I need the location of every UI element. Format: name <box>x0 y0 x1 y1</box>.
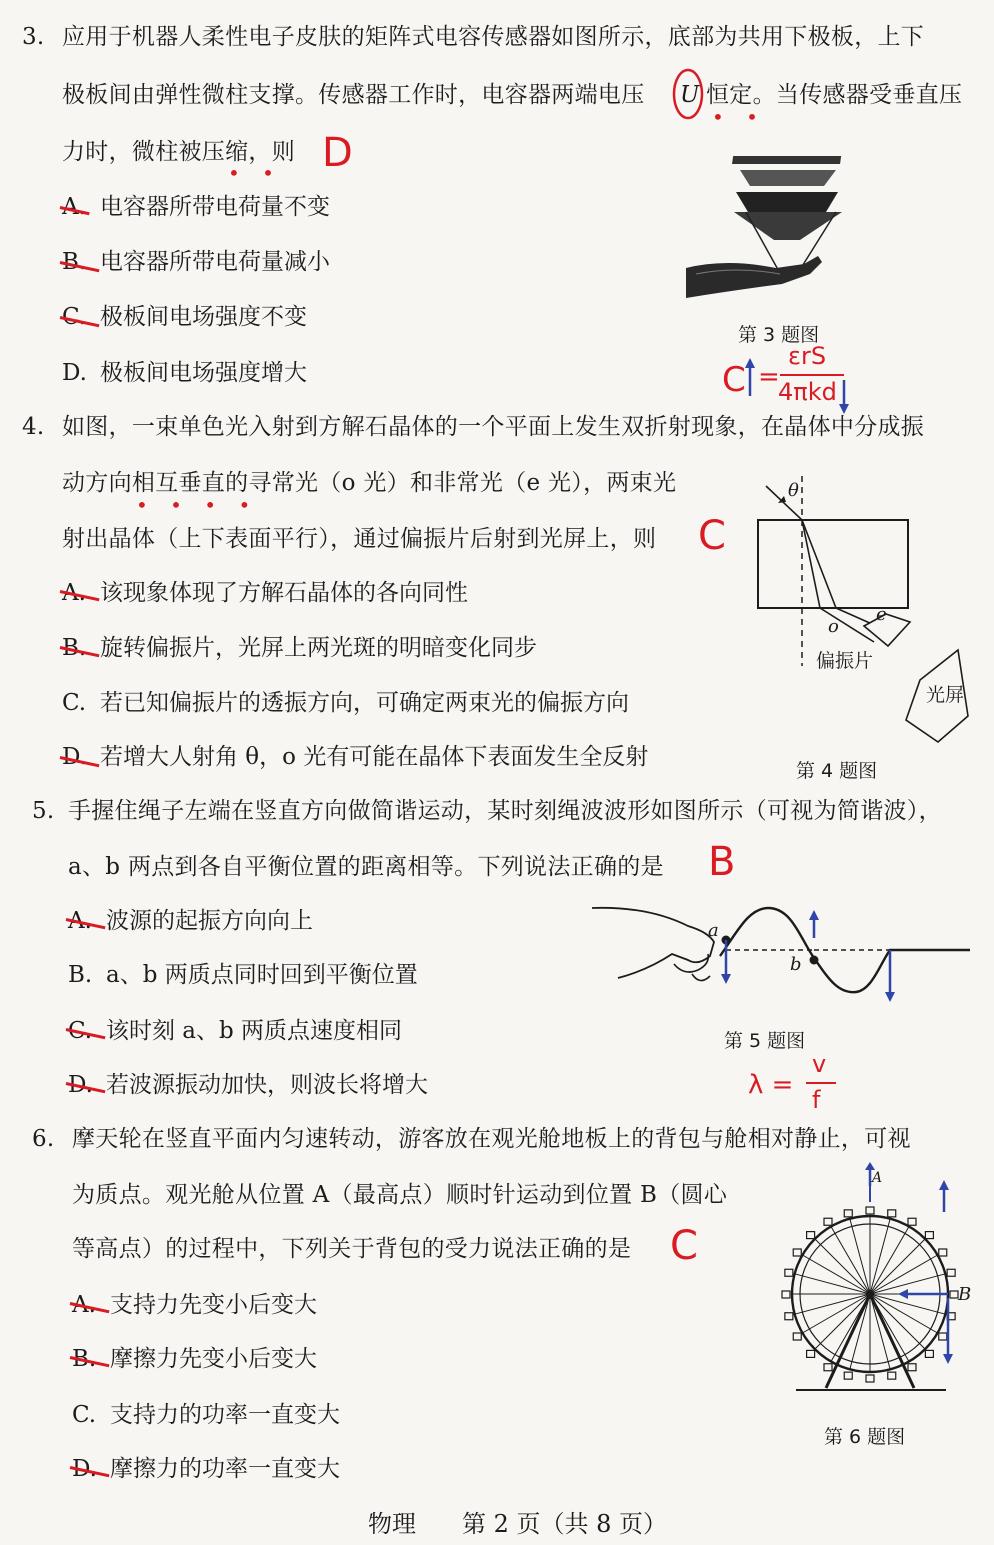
q5-option-b <box>68 960 418 990</box>
q5-label-a: a <box>708 920 719 941</box>
q6-option-d-letter: D. <box>72 1456 97 1482</box>
q5-option-d-text: 若波源振动加快，则波长将增大 <box>106 1072 428 1098</box>
q6-option-a <box>72 1290 317 1320</box>
q6-cabin <box>844 1210 852 1217</box>
q6-cabin <box>925 1350 933 1357</box>
q3-note-arrow-down <box>838 380 850 416</box>
q5-stem-line-1: 手握住绳子左端在竖直方向做简谐运动，某时刻绳波波形如图所示（可视为简谐波）， <box>68 798 942 824</box>
q6-option-a-letter: A. <box>72 1292 96 1318</box>
q6-cabin <box>908 1364 916 1371</box>
q4-label-theta: θ <box>788 480 799 501</box>
q3-option-c <box>62 302 307 332</box>
q6-cabin <box>925 1232 933 1239</box>
q6-option-b-text: 摩擦力先变小后变大 <box>110 1346 317 1372</box>
q6-cabin <box>947 1269 955 1276</box>
q3-note-denominator: 4πkd <box>778 378 837 406</box>
q4-label-e: e <box>876 604 887 625</box>
q3-voltage-symbol: U <box>680 82 700 108</box>
q3-option-d-text: 极板间电场强度增大 <box>100 360 307 386</box>
q6-cabin <box>939 1333 947 1340</box>
q4-label-screen: 光屏 <box>926 684 965 706</box>
q3-option-a <box>62 192 330 222</box>
q3-note-c: C <box>722 360 746 400</box>
q6-option-c-text: 支持力的功率一直变大 <box>110 1402 340 1428</box>
q3-stem-line-1: 应用于机器人柔性电子皮肤的矩阵式电容传感器如图所示，底部为共用下极板，上下 <box>62 24 925 50</box>
q5-label-b: b <box>790 954 802 975</box>
q6-option-b-letter: B. <box>72 1346 97 1372</box>
q6-cabin <box>908 1218 916 1225</box>
q5-option-b-letter: B. <box>68 962 93 988</box>
q6-stem-line-3: 等高点）的过程中，下列关于背包的受力说法正确的是 <box>72 1236 632 1262</box>
q3-note-equals: = <box>758 362 780 392</box>
q6-cabin <box>824 1218 832 1225</box>
q4-stem-line-3: 射出晶体（上下表面平行），通过偏振片后射到光屏上，则 <box>62 526 657 552</box>
q4-label-o: o <box>828 616 839 637</box>
q4-figure <box>756 476 986 756</box>
q5-option-c-text: 该时刻 a、b 两质点速度相同 <box>106 1018 403 1044</box>
q5-option-c-letter: C. <box>68 1018 93 1044</box>
q5-note-fraction-bar <box>806 1082 836 1084</box>
q3-note-arrow-up <box>744 358 756 398</box>
footer-subject: 物理 <box>368 1510 416 1538</box>
q6-option-d <box>72 1454 340 1484</box>
q4-option-d <box>62 742 648 772</box>
q4-option-c <box>62 688 629 718</box>
q6-cabin <box>844 1372 852 1379</box>
q3-answer-mark: D <box>322 130 353 176</box>
q5-option-c <box>68 1016 402 1046</box>
q3-option-c-letter: C. <box>62 304 87 330</box>
q6-option-c-letter: C. <box>72 1402 97 1428</box>
q6-cabin <box>824 1364 832 1371</box>
q4-option-a-text: 该现象体现了方解石晶体的各向同性 <box>100 580 468 606</box>
q3-stem-line-2b: 恒定。当传感器受垂直压 <box>706 82 963 108</box>
q3-option-b-text: 电容器所带电荷量减小 <box>100 249 330 275</box>
q6-stem-line-1: 摩天轮在竖直平面内匀速转动，游客放在观光舱地板上的背包与舱相对静止，可视 <box>72 1126 911 1152</box>
q3-option-a-text: 电容器所带电荷量不变 <box>100 194 330 220</box>
q4-answer-mark: C <box>698 513 726 559</box>
q6-cabin <box>782 1291 790 1298</box>
q5-figure-caption: 第 5 题图 <box>724 1030 806 1052</box>
q4-option-c-text: 若已知偏振片的透振方向，可确定两束光的偏振方向 <box>100 690 629 716</box>
q6-cabin <box>888 1210 896 1217</box>
q6-option-c <box>72 1400 340 1430</box>
q4-option-d-letter: D. <box>62 744 87 770</box>
q4-stem-line-1: 如图，一束单色光入射到方解石晶体的一个平面上发生双折射现象，在晶体中分成振 <box>62 414 925 440</box>
q5-option-d-letter: D. <box>68 1072 93 1098</box>
q5-note-numerator: v <box>812 1050 827 1078</box>
q6-answer-mark: C <box>670 1223 698 1269</box>
q4-stem-line-2: 动方向相互垂直的寻常光（o 光）和非常光（e 光），两束光 <box>62 470 677 496</box>
q6-cabin <box>807 1232 815 1239</box>
q3-option-b-letter: B. <box>62 249 87 275</box>
q3-figure-caption: 第 3 题图 <box>738 324 820 346</box>
q5-option-b-text: a、b 两质点同时回到平衡位置 <box>106 962 418 988</box>
q5-option-a <box>68 906 313 936</box>
q4-option-b-text: 旋转偏振片，光屏上两光斑的明暗变化同步 <box>100 635 537 661</box>
q6-option-d-text: 摩擦力的功率一直变大 <box>110 1456 340 1482</box>
q6-cabin <box>939 1249 947 1256</box>
q5-note-denominator: f <box>812 1086 821 1114</box>
q4-option-a <box>62 578 468 608</box>
q4-number: 4. <box>22 414 45 440</box>
q3-option-d-letter: D. <box>62 360 87 386</box>
q4-emphasis-dots: • • • • <box>136 493 259 517</box>
q5-option-a-text: 波源的起振方向向上 <box>106 908 313 934</box>
q4-option-c-letter: C. <box>62 690 87 716</box>
q6-cabin <box>866 1375 874 1382</box>
q3-option-a-letter: A. <box>62 194 86 220</box>
q6-cabin <box>793 1249 801 1256</box>
q6-number: 6. <box>32 1126 55 1152</box>
q6-cabin <box>807 1350 815 1357</box>
q6-option-b <box>72 1344 317 1374</box>
q3-stem-line-2a: 极板间由弹性微柱支撑。传感器工作时，电容器两端电压 <box>62 82 645 108</box>
q4-option-b-letter: B. <box>62 635 87 661</box>
q5-option-a-letter: A. <box>68 908 92 934</box>
q3-figure <box>686 150 846 310</box>
q4-label-polarizer: 偏振片 <box>816 650 874 672</box>
q4-figure-caption: 第 4 题图 <box>796 760 878 782</box>
q3-option-c-text: 极板间电场强度不变 <box>100 304 307 330</box>
q3-note-numerator: εrS <box>788 342 827 370</box>
q6-wheel <box>782 1207 958 1388</box>
q3-emphasis-dots-1: • • <box>712 105 766 129</box>
q6-label-B: B <box>958 1284 972 1305</box>
q5-number: 5. <box>32 798 55 824</box>
q6-stem-line-2: 为质点。观光舱从位置 A（最高点）顺时针运动到位置 B（圆心 <box>72 1182 728 1208</box>
q3-note-fraction-bar <box>780 374 844 376</box>
q6-cabin <box>793 1333 801 1340</box>
q6-cabin <box>785 1313 793 1320</box>
footer-page-number: 第 2 页（共 8 页） <box>462 1510 668 1538</box>
q3-option-b <box>62 247 330 277</box>
q3-emphasis-dots-2: • • <box>228 161 282 185</box>
q4-option-b <box>62 633 537 663</box>
q5-note-lambda: λ = <box>748 1070 794 1100</box>
q4-option-a-letter: A. <box>62 580 86 606</box>
q6-option-a-text: 支持力先变小后变大 <box>110 1292 317 1318</box>
q5-figure <box>588 898 976 1010</box>
q3-number: 3. <box>22 24 45 50</box>
q5-stem-line-2: a、b 两点到各自平衡位置的距离相等。下列说法正确的是 <box>68 854 664 880</box>
q3-voltage-circle <box>668 66 708 122</box>
q6-label-A: A <box>872 1170 883 1186</box>
q6-cabin <box>950 1291 958 1298</box>
q5-answer-mark: B <box>708 839 736 885</box>
q3-option-d <box>62 358 307 388</box>
q5-option-d <box>68 1070 428 1100</box>
q3-stem-line-3: 力时，微柱被压缩，则 <box>62 139 295 165</box>
q6-figure-caption: 第 6 题图 <box>824 1426 906 1448</box>
q6-figure <box>776 1162 976 1394</box>
q6-cabin <box>866 1207 874 1214</box>
q6-cabin <box>888 1372 896 1379</box>
q6-cabin <box>785 1269 793 1276</box>
q4-option-d-text: 若增大人射角 θ，o 光有可能在晶体下表面发生全反射 <box>100 744 649 770</box>
